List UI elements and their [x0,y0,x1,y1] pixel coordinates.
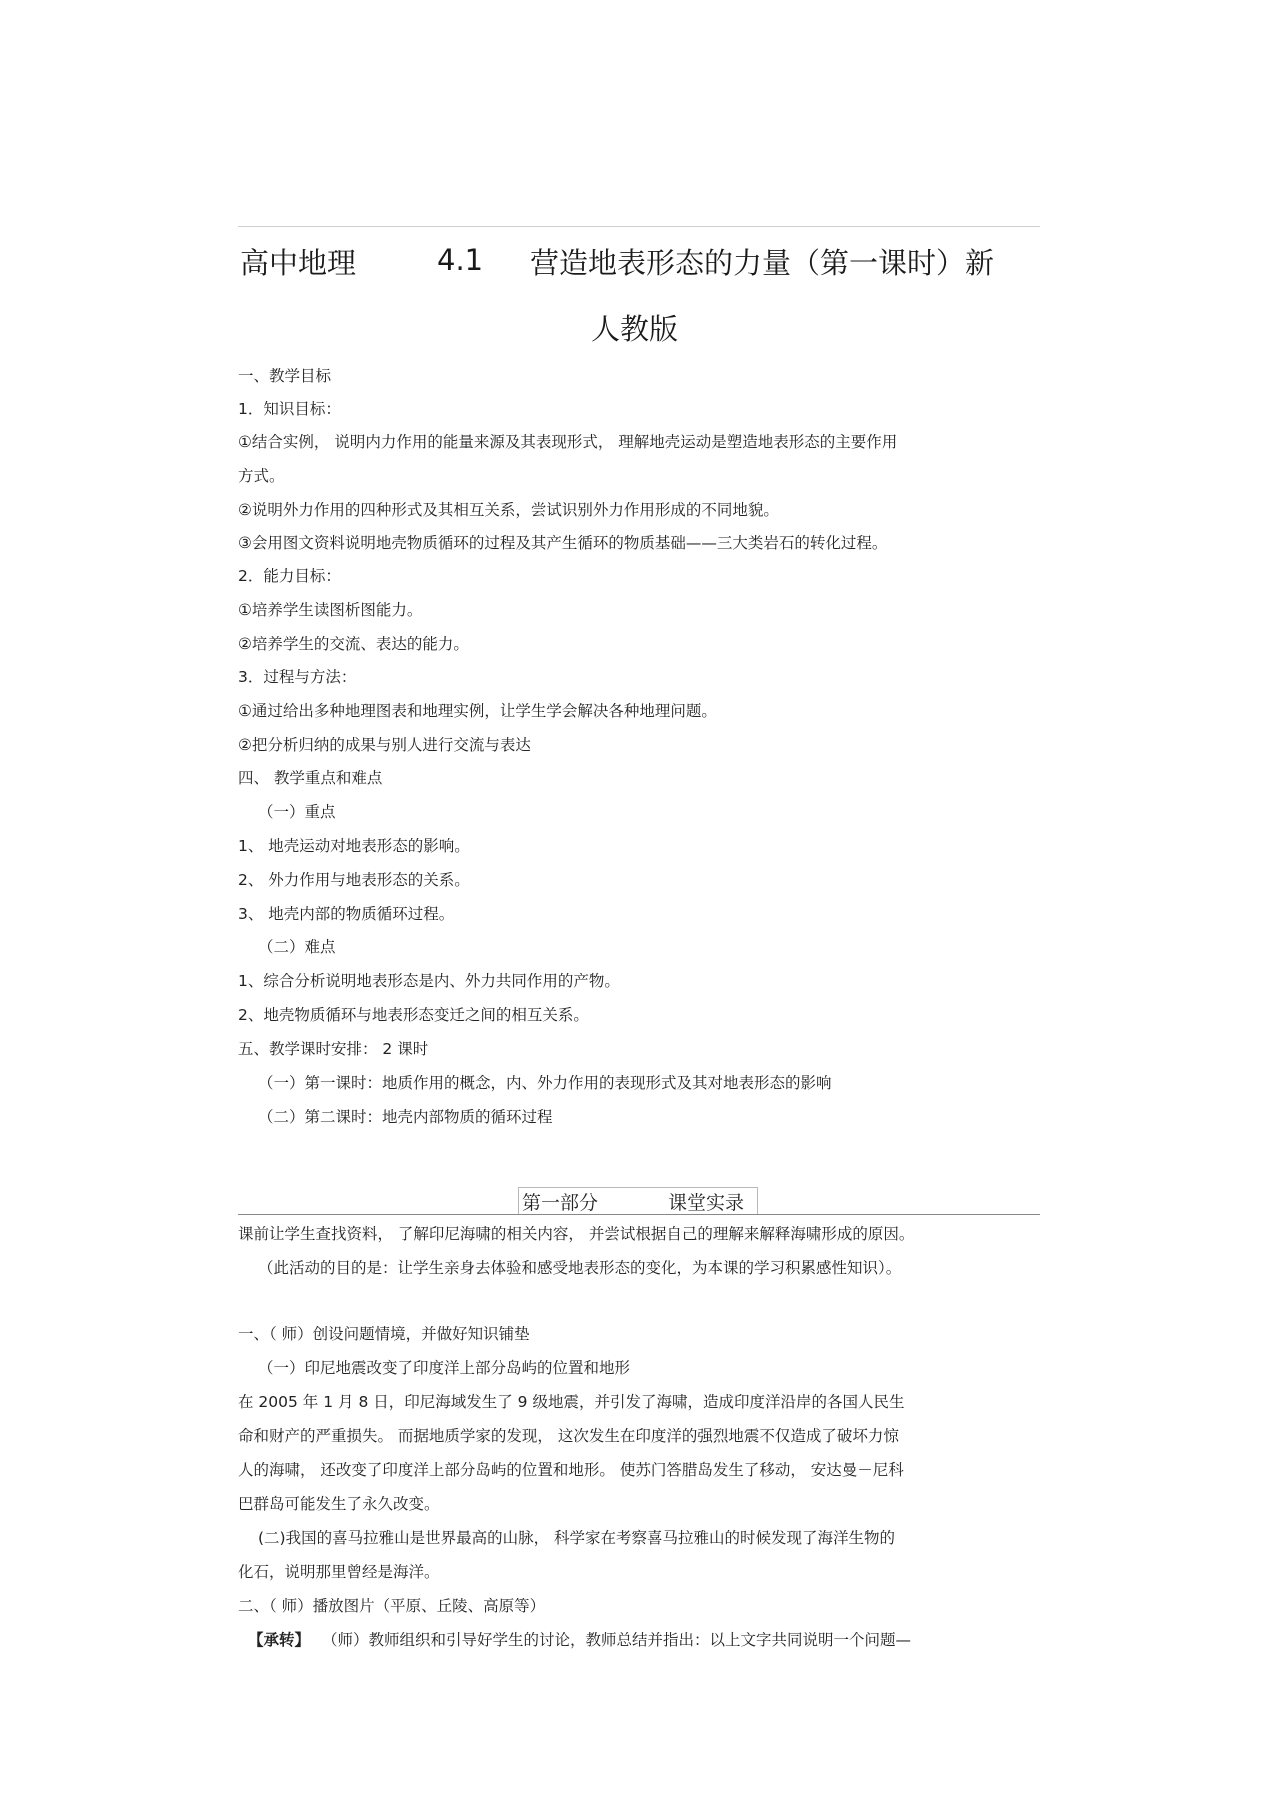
schedule-lesson-1: （一）第一课时：地质作用的概念，内、外力作用的表现形式及其对地表形态的影响 [258,1074,832,1092]
difficulty-2: 2、地壳物质循环与地表形态变迁之间的相互关系。 [238,1006,589,1024]
indonesia-para-3: 人的海啸， 还改变了印度洋上部分岛屿的位置和地形。 使苏门答腊岛发生了移动， 安达曼－尼科 [238,1461,904,1479]
difficulty-1: 1、综合分析说明地表形态是内、外力共同作用的产物。 [238,972,620,990]
key-points-sub: （一）重点 [258,803,336,821]
himalaya-para-2: 化石，说明那里曾经是海洋。 [238,1563,440,1581]
doc-title-part1: 高中地理 [240,246,357,280]
key-point-1: 1、 地壳运动对地表形态的影响。 [238,837,470,855]
step-2-heading: 二、（ 师）播放图片（平原、丘陵、高原等） [238,1597,546,1615]
indonesia-para-4: 巴群岛可能发生了永久改变。 [238,1495,440,1513]
schedule-heading: 五、教学课时安排： 2 课时 [238,1040,429,1058]
step-1-heading: 一、（ 师）创设问题情境，并做好知识铺垫 [238,1325,530,1343]
doc-title-part3: 营造地表形态的力量（第一课时）新 [530,246,995,280]
section-title-right: 课堂实录 [668,1192,745,1214]
step-1-sub: （一）印尼地震改变了印度洋上部分岛屿的位置和地形 [258,1359,631,1377]
doc-title-part2: 4.1 [437,243,484,277]
schedule-lesson-2: （二）第二课时：地壳内部物质的循环过程 [258,1108,553,1126]
pre-class-purpose: （此活动的目的是：让学生亲身去体验和感受地表形态的变化，为本课的学习积累感性知识）。 [258,1259,902,1277]
doc-title-line2: 人教版 [591,312,679,346]
process-method-1: ①通过给出多种地理图表和地理实例，让学生学会解决各种地理问题。 [238,702,717,720]
indonesia-para-2: 命和财产的严重损失。 而据地质学家的发现， 这次发生在印度洋的强烈地震不仅造成了破坏力惊 [238,1427,899,1445]
difficulties-sub: （二）难点 [258,938,336,956]
transition-label: 【承转】 [248,1631,311,1649]
process-method-2: ②把分析归纳的成果与别人进行交流与表达 [238,736,531,754]
indonesia-para-1: 在 2005 年 1 月 8 日，印尼海域发生了 9 级地震，并引发了海啸，造成印度洋沿岸的各国人民生 [238,1393,905,1411]
ability-goal-2: ②培养学生的交流、表达的能力。 [238,635,469,653]
transition-text: （师）教师组织和引导好学生的讨论，教师总结并指出：以上文字共同说明一个问题— [322,1631,912,1649]
knowledge-goal-3: ③会用图文资料说明地壳物质循环的过程及其产生循环的物质基础——三大类岩石的转化过程。 [238,534,888,552]
himalaya-para-1: (二)我国的喜马拉雅山是世界最高的山脉， 科学家在考察喜马拉雅山的时候发现了海洋生物的 [258,1529,896,1547]
objectives-heading: 一、教学目标 [238,367,332,385]
ability-goal-1: ①培养学生读图析图能力。 [238,601,423,619]
key-point-3: 3、 地壳内部的物质循环过程。 [238,905,455,923]
knowledge-goal-1-cont: 方式。 [238,467,285,485]
knowledge-goal-1: ①结合实例， 说明内力作用的能量来源及其表现形式， 理解地壳运动是塑造地表形态的主要作用 [238,433,898,451]
header-rule [238,226,1040,227]
pre-class-task: 课前让学生查找资料， 了解印尼海啸的相关内容， 并尝试根据自己的理解来解释海啸形成的原因。 [238,1225,915,1243]
section-title-left: 第一部分 [522,1192,599,1214]
key-points-heading: 四、 教学重点和难点 [238,769,383,787]
knowledge-goal-2: ②说明外力作用的四种形式及其相互关系，尝试识别外力作用形成的不同地貌。 [238,501,779,519]
knowledge-goal-heading: 1．知识目标： [238,400,341,418]
ability-goal-heading: 2．能力目标： [238,567,341,585]
key-point-2: 2、 外力作用与地表形态的关系。 [238,871,470,889]
section-rule [238,1214,1040,1215]
process-method-heading: 3．过程与方法： [238,668,357,686]
